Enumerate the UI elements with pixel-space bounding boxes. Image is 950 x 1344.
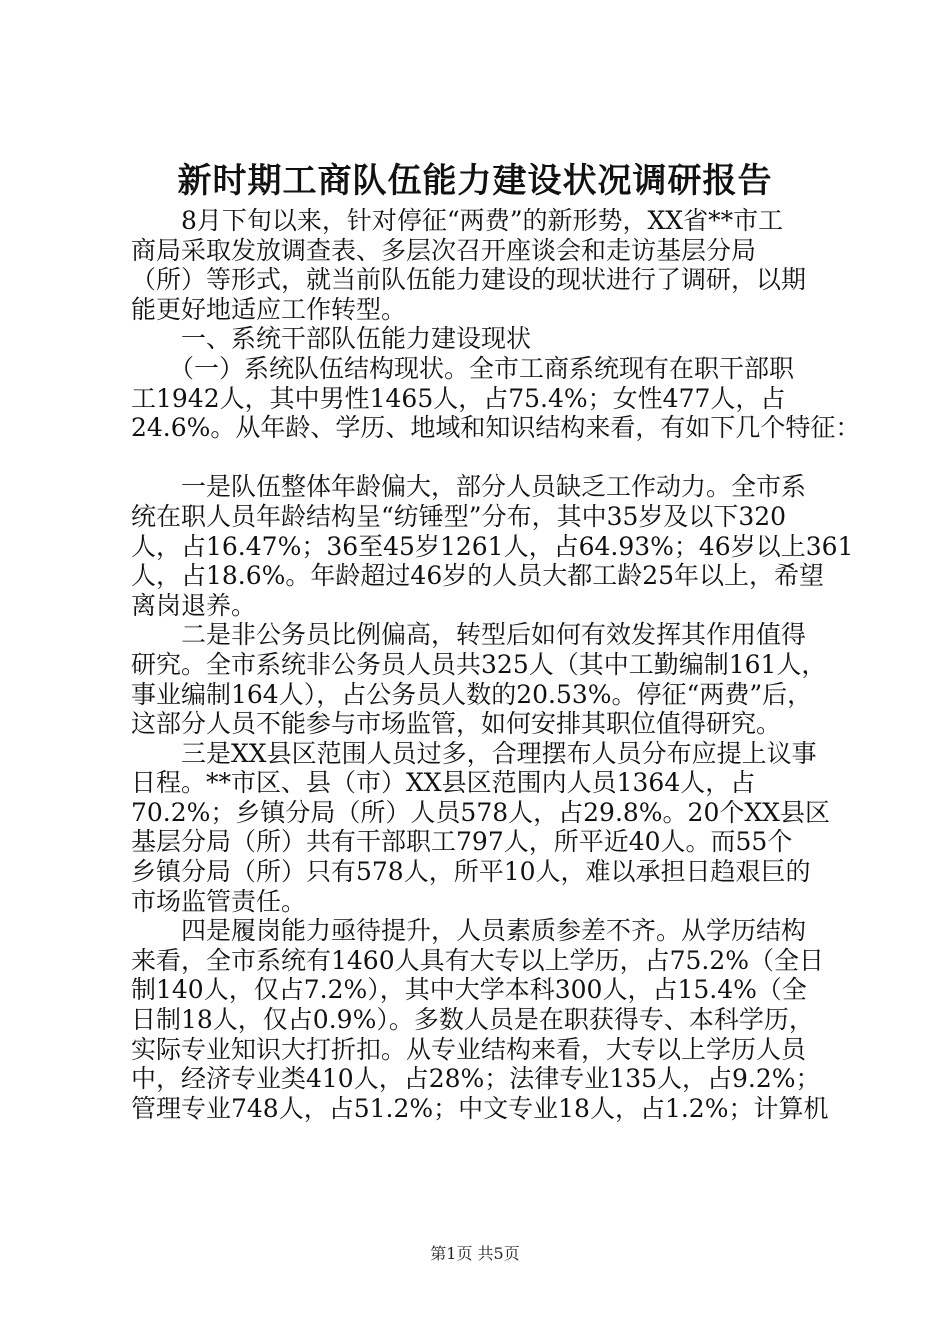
page-footer: 第1页 共5页 (430, 1244, 520, 1263)
paragraph-line: 市场监管责任。 (131, 886, 307, 916)
paragraph-line: 事业编制164人），占公务员人数的20.53%。停征“两费”后， (131, 679, 813, 709)
subsection-heading-line: （一）系统队伍结构现状。全市工商系统现有在职干部职 (169, 353, 795, 383)
document-body (131, 206, 861, 1123)
paragraph-line: 这部分人员不能参与市场监管，如何安排其职位值得研究。 (131, 709, 782, 739)
paragraph-line: 8月下旬以来，针对停征“两费”的新形势，XX省**市工 (181, 206, 784, 235)
paragraph-line: 能更好地适应工作转型。 (131, 294, 407, 324)
paragraph-line: 制140人，仅占7.2%），其中大学本科300人，占15.4%（全 (131, 975, 807, 1005)
paragraph-line: 工1942人，其中男性1465人，占75.4%；女性477人，占 (131, 383, 786, 413)
paragraph-line: 日程。**市区、县（市）XX县区范围内人员1364人，占 (131, 768, 756, 798)
paragraph-line: 中，经济专业类410人，占28%；法律专业135人，占9.2%； (131, 1064, 821, 1094)
blank-line (131, 443, 831, 473)
paragraph-line: 二是非公务员比例偏高，转型后如何有效发挥其作用值得 (181, 620, 807, 650)
paragraph-line: 三是XX县区范围人员过多，合理摆布人员分布应提上议事 (181, 738, 817, 768)
section-heading: 一、系统干部队伍能力建设现状 (181, 324, 532, 354)
paragraph-line: 日制18人，仅占0.9%）。多数人员是在职获得专、本科学历， (131, 1005, 814, 1035)
paragraph-line: 离岗退养。 (131, 590, 257, 620)
paragraph-line: 70.2%；乡镇分局（所）人员578人，占29.8%。20个XX县区 (131, 797, 830, 827)
paragraph-line: 管理专业748人，占51.2%；中文专业18人，占1.2%；计算机 (131, 1093, 829, 1123)
paragraph-line: 基层分局（所）共有干部职工797人，所平近40人。而55个 (131, 827, 793, 857)
paragraph-line: 24.6%。从年龄、学历、地域和知识结构来看，有如下几个特征： (131, 413, 861, 443)
paragraph-line: 统在职人员年龄结构呈“纺锤型”分布，其中35岁及以下320 (131, 501, 787, 531)
paragraph-line: 人，占18.6%。年龄超过46岁的人员大都工龄25年以上，希望 (131, 561, 825, 591)
document-title: 新时期工商队伍能力建设状况调研报告 (177, 161, 773, 201)
paragraph-line: 人，占16.47%；36至45岁1261人，占64.93%；46岁以上361 (131, 531, 854, 561)
paragraph-line: 四是履岗能力亟待提升，人员素质参差不齐。从学历结构 (181, 916, 807, 946)
paragraph-line: （所）等形式，就当前队伍能力建设的现状进行了调研，以期 (131, 265, 807, 295)
paragraph-line: 乡镇分局（所）只有578人，所平10人，难以承担日趋艰巨的 (131, 857, 811, 887)
paragraph-line: 研究。全市系统非公务员人员共325人（其中工勤编制161人， (131, 649, 827, 679)
paragraph-line: 实际专业知识大打折扣。从专业结构来看，大专以上学历人员 (131, 1034, 807, 1064)
paragraph-line: 来看，全市系统有1460人具有大专以上学历，占75.2%（全日 (131, 945, 825, 975)
paragraph-line: 商局采取发放调查表、多层次召开座谈会和走访基层分局 (131, 235, 757, 265)
paragraph-line: 一是队伍整体年龄偏大，部分人员缺乏工作动力。全市系 (181, 472, 807, 502)
